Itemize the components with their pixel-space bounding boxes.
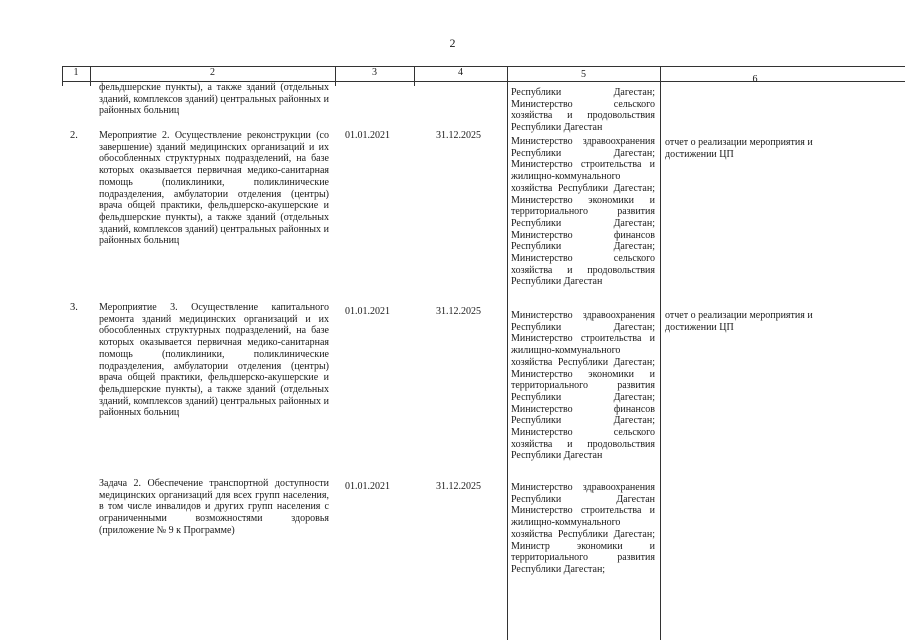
row-executors: Министерство здравоохранения Республики Дагестан; Министерство строительства и жилищно-коммунального хозяйства Республики Дагестан; Министерство экономики и территориального развития Республики Дагестан; Министерство финансов Республики Дагестан; Министерство сельского хозяйства и продовольствия Республики Дагестан: [511, 310, 655, 462]
column-divider: [660, 66, 661, 640]
row-result: отчет о реализации мероприятия и достижении ЦП: [665, 137, 813, 160]
row-result: отчет о реализации мероприятия и достижении ЦП: [665, 310, 813, 333]
row-start-date: 01.01.2021: [345, 481, 390, 492]
row-end-date: 31.12.2025: [436, 306, 481, 317]
continuation-executors: Республики Дагестан; Министерство сельского хозяйства и продовольствия Республики Дагестан: [511, 87, 655, 134]
header-cell-2: 2: [210, 67, 215, 78]
continuation-text: фельдшерские пункты), а также зданий (отдельных зданий, комплексов зданий) центральных районных и районных больниц: [99, 82, 329, 117]
header-cell-6: 6: [752, 74, 758, 85]
column-divider: [507, 66, 508, 640]
row-number: 3.: [70, 302, 78, 313]
row-start-date: 01.01.2021: [345, 306, 390, 317]
row-executors: Министерство здравоохранения Республики Дагестан; Министерство строительства и жилищно-коммунального хозяйства Республики Дагестан; Министерство экономики и территориального развития Республики Дагестан; Министерство финансов Республики Дагестан; Министерство сельского хозяйства и продовольствия Республики Дагестан: [511, 136, 655, 288]
row-end-date: 31.12.2025: [436, 130, 481, 141]
header-cell-5: 5: [581, 69, 586, 80]
row-end-date: 31.12.2025: [436, 481, 481, 492]
header-cell-1: 1: [73, 67, 79, 78]
row-description: Задача 2. Обеспечение транспортной доступности медицинских организаций для всех групп населения, в том числе инвалидов и других групп населения с ограниченными возможностями здоровья (приложение № 9 к Программе): [99, 478, 329, 536]
header-cell-4: 4: [458, 67, 463, 78]
row-executors: Министерство здравоохранения Республики Дагестан Министерство строительства и жилищно-коммунального хозяйства Республики Дагестан; Министр экономики и территориального развития Республики Дагестан;: [511, 482, 655, 575]
header-cell-3: 3: [372, 67, 377, 78]
row-number: 2.: [70, 130, 78, 141]
page-number: 2: [449, 36, 456, 50]
row-description: Мероприятие 3. Осуществление капитального ремонта зданий медицинских организаций и их обособленных структурных подразделений, на базе которых оказывается первичная медико-санитарная помощь (поликлиники, поликлинические подразделения, амбулатории отделения (центры) врача общей практики, фельдшерско-акушерские и фельдшерские пункты), а также зданий (отдельных зданий, комплексов зданий) центральных районных и районных больниц: [99, 302, 329, 419]
row-start-date: 01.01.2021: [345, 130, 390, 141]
row-description: Мероприятие 2. Осуществление реконструкции (со завершение) зданий медицинских организаций и их обособленных структурных подразделений, на базе которых оказывается первичная медико-санитарная помощь (поликлиники, поликлинические подразделения, амбулатории отделения (центры) врача общей практики, фельдшерско-акушерские и фельдшерские пункты), а также зданий (отдельных зданий, комплексов зданий) центральных районных и районных больниц: [99, 130, 329, 247]
